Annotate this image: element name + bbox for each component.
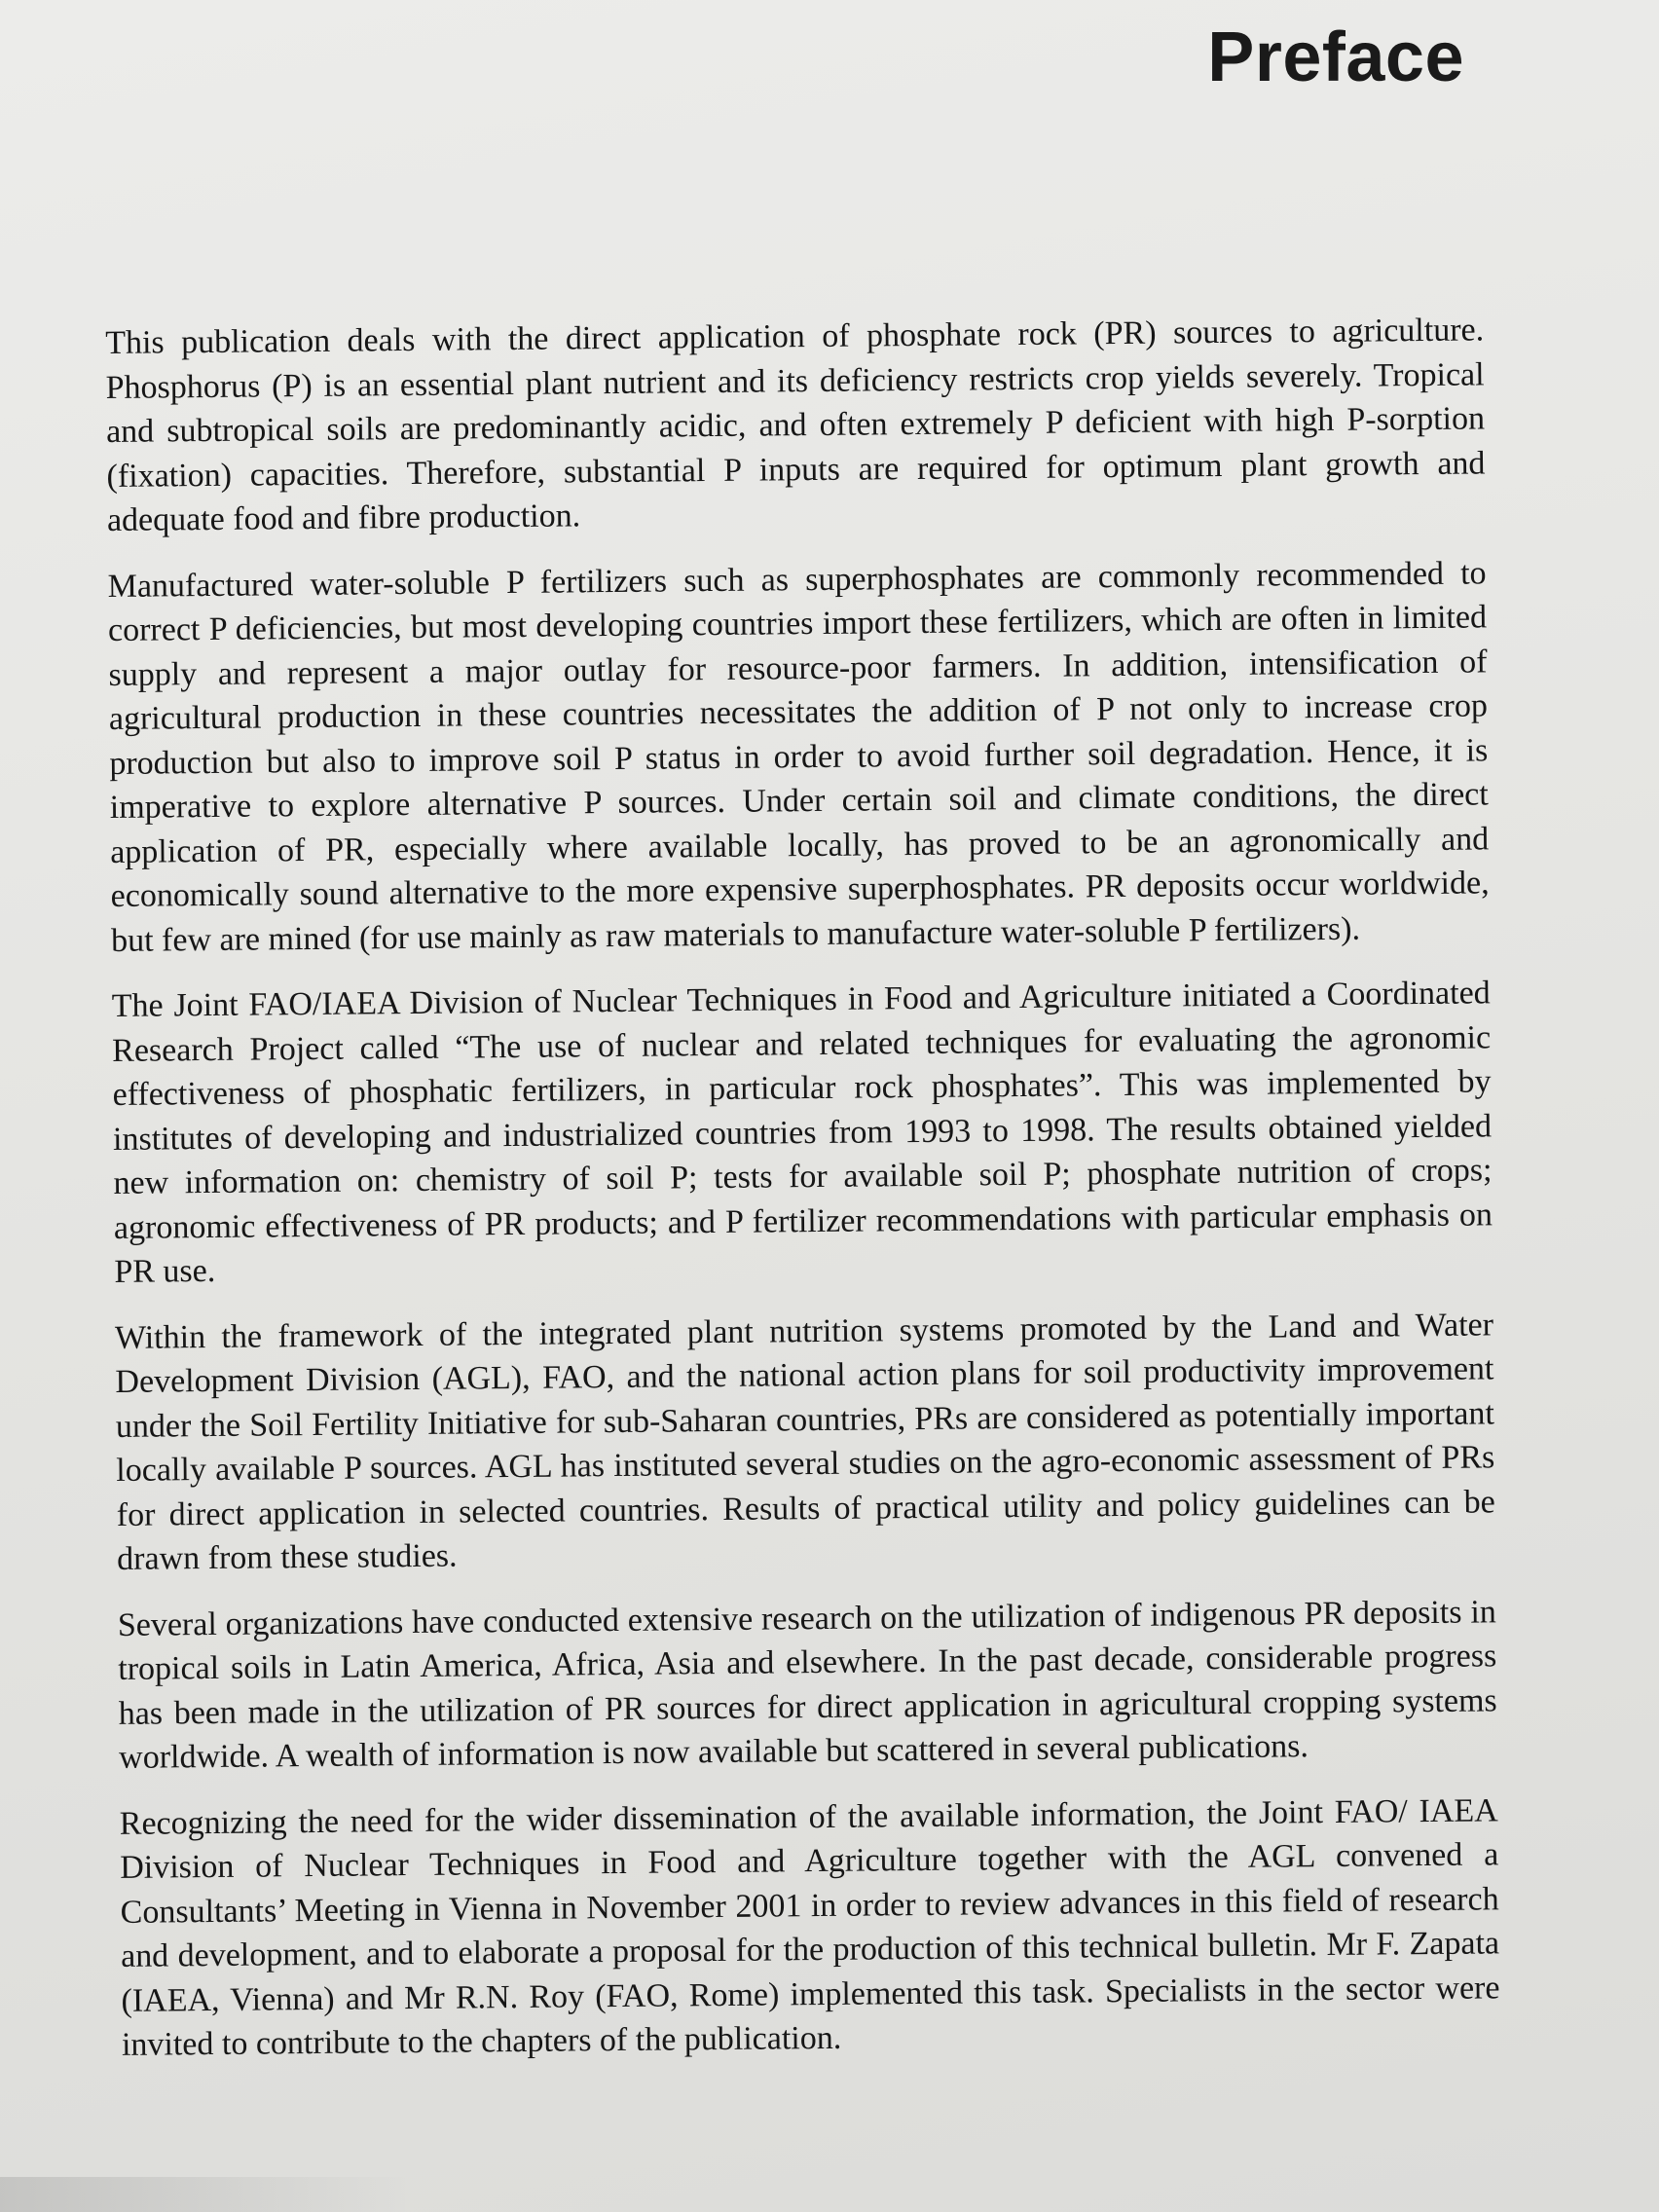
paragraph-4: Within the framework of the integrated plant nutrition systems promoted by the Land and Water Development Division (AGL), FAO, and the national action plans for soil productivity improvement under the Soil Fertility Initiative for sub-Saharan countries, PRs are considered as potentially important locally available P sources. AGL has instituted several studies on the agro-economic assessment of PRs for direct application in selected countries. Results of practical utility and policy guidelines can be drawn from these studies. [114, 1306, 1495, 1577]
paragraph-2: Manufactured water-soluble P fertilizers such as superphosphates are commonly recommended to correct P deficiencies, but most developing countries import these fertilizers, which are often in limited supply and represent a major outlay for resource-poor farmers. In addition, intensification of agricultural production in these countries necessitates the addition of P not only to increase crop production but also to improve soil P status in order to avoid further soil degradation. Hence, it is imperative to explore alternative P sources. Under certain soil and climate conditions, the direct application of PR, especially where available locally, has proved to be an agronomically and economically sound alternative to the more expensive superphosphates. PR deposits occur worldwide, but few are mined (for use mainly as raw materials to manufacture water-soluble P fertilizers). [107, 554, 1490, 959]
paragraph-5: Several organizations have conducted extensive research on the utilization of indigenous PR deposits in tropical soils in Latin America, Africa, Asia and elsewhere. In the past decade, considerable progress has been made in the utilization of PR sources for direct application in agricultural cropping systems worldwide. A wealth of information is now available but scattered in several publications. [117, 1593, 1497, 1776]
paragraph-3: The Joint FAO/IAEA Division of Nuclear Techniques in Food and Agriculture initiated a Coordinated Research Project called “The use of nuclear and related techniques for evaluating the agronomic effectiveness of phosphatic fertilizers, in particular rock phosphates”. This was implemented by institutes of developing and industrialized countries from 1993 to 1998. The results obtained yielded new information on: chemistry of soil P; tests for available soil P; phosphate nutrition of crops; agronomic effectiveness of PR products; and P fertilizer recommendations with particular emphasis on PR use. [111, 975, 1493, 1290]
paragraph-6: Recognizing the need for the wider dissemination of the available information, the Joint FAO/ IAEA Division of Nuclear Techniques in Food and Agriculture together with the AGL convened a Consultants’ Meeting in Vienna in November 2001 in order to review advances in this field of research and development, and to elaborate a proposal for the production of this technical bulletin. Mr F. Zapata (IAEA, Vienna) and Mr R.N. Roy (FAO, Rome) implemented this task. Specialists in the sector were invited to contribute to the chapters of the publication. [119, 1791, 1500, 2063]
bottom-edge-shadow [0, 2177, 409, 2212]
page-title: Preface [1207, 18, 1464, 96]
paragraph-1: This publication deals with the direct application of phosphate rock (PR) sources to agriculture. Phosphorus (P) is an essential plant nutrient and its deficiency restricts crop yields severely. Tropical and subtropical soils are predominantly acidic, and often extremely P deficient with high P-sorption (fixation) capacities. Therefore, substantial P inputs are required for optimum plant growth and adequate food and fibre production. [105, 312, 1486, 538]
preface-body [105, 308, 1500, 2088]
